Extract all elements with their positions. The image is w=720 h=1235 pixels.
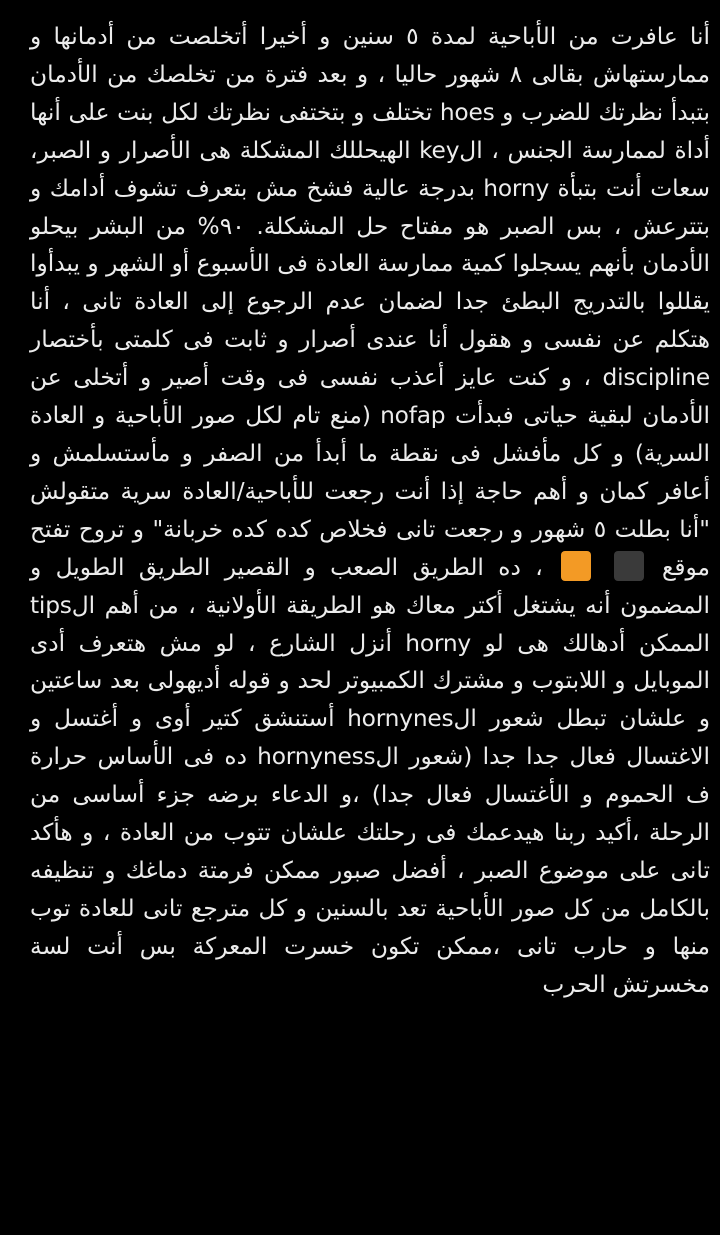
black-square-emoji-icon <box>614 551 644 581</box>
post-text-part-1: أنا عافرت من الأباحية لمدة ٥ سنين و أخيرا أتخلصت من أدمانها و ممارستهاش بقالى ٨ شهور حاليا ، و بعد فترة من تخلصك من الأدمان بتبدأ نظرتك للضرب و hoes تختلف و بتختفى نظرتك لكل بنت على أنها أداة لممارسة الجنس ، الkey الهيحللك المشكلة هى الأصرار و الصبر، سعات أنت بتبأة horny بدرجة عالية فشخ مش بتعرف تشوف أدامك و بتترعش ، بس الصبر هو مفتاح حل المشكلة. ٩٠% من البشر بيحلو الأدمان بأنهم يسجلوا كمية ممارسة العادة فى الأسبوع أو الشهر و يبدأوا يقللوا بالتدريج البطئ جدا لضمان عدم الرجوع إلى العادة تانى ، أنا هتكلم عن نفسى و هقول أنا عندى أصرار و ثابت فى كلمتى بأختصار discipline ، و كنت عايز أعذب نفسى فى وقت أصير و أتخلى عن الأدمان لبقية حياتى فبدأت nofap (منع تام لكل صور الأباحية و العادة السرية) و كل مأفشل فى نقطة ما أبدأ من الصفر و مأستسلمش و أعافر كمان و أهم حاجة إذا أنت رجعت للأباحية/العادة سرية متقولش "أنا بطلت ٥ شهور و رجعت تانى فخلاص كده كده خربانة" و تروح تفتح موقع <box>30 23 711 581</box>
orange-square-emoji-icon <box>561 551 591 581</box>
post-text-part-2: ، ده الطريق الصعب و القصير الطريق الطويل و المضمون أنه يشتغل أكتر معاك هو الطريقة الأولانية ، من أهم الtips الممكن أدهالك هى لو horny أنزل الشارع ، لو مش هتعرف أدى الموبايل و اللابتوب و مشترك الكمبيوتر لحد و قوله أديهولى بعد ساعتين و علشان تبطل شعور الhornynes أستنشق كتير أوى و أغتسل و الاغتسال فعال جدا جدا (شعور الhornyness ده فى الأساس حرارة ف الحموم و الأغتسال فعال جدا) ،و الدعاء برضه جزء أساسى من الرحلة ،أكيد ربنا هيدعمك فى رحلتك علشان تتوب من العادة ، و هأكد تانى على موضوع الصبر ، أفضل صبور ممكن فرمتة دماغك و تنظيفه بالكامل من كل صور الأباحية تعد بالسنين و كل مترجع تانى للعادة توب منها و حارب تانى ،ممكن تكون خسرت المعركة بس أنت لسة مخسرتش الحرب <box>30 553 711 998</box>
post-text <box>30 18 710 1004</box>
